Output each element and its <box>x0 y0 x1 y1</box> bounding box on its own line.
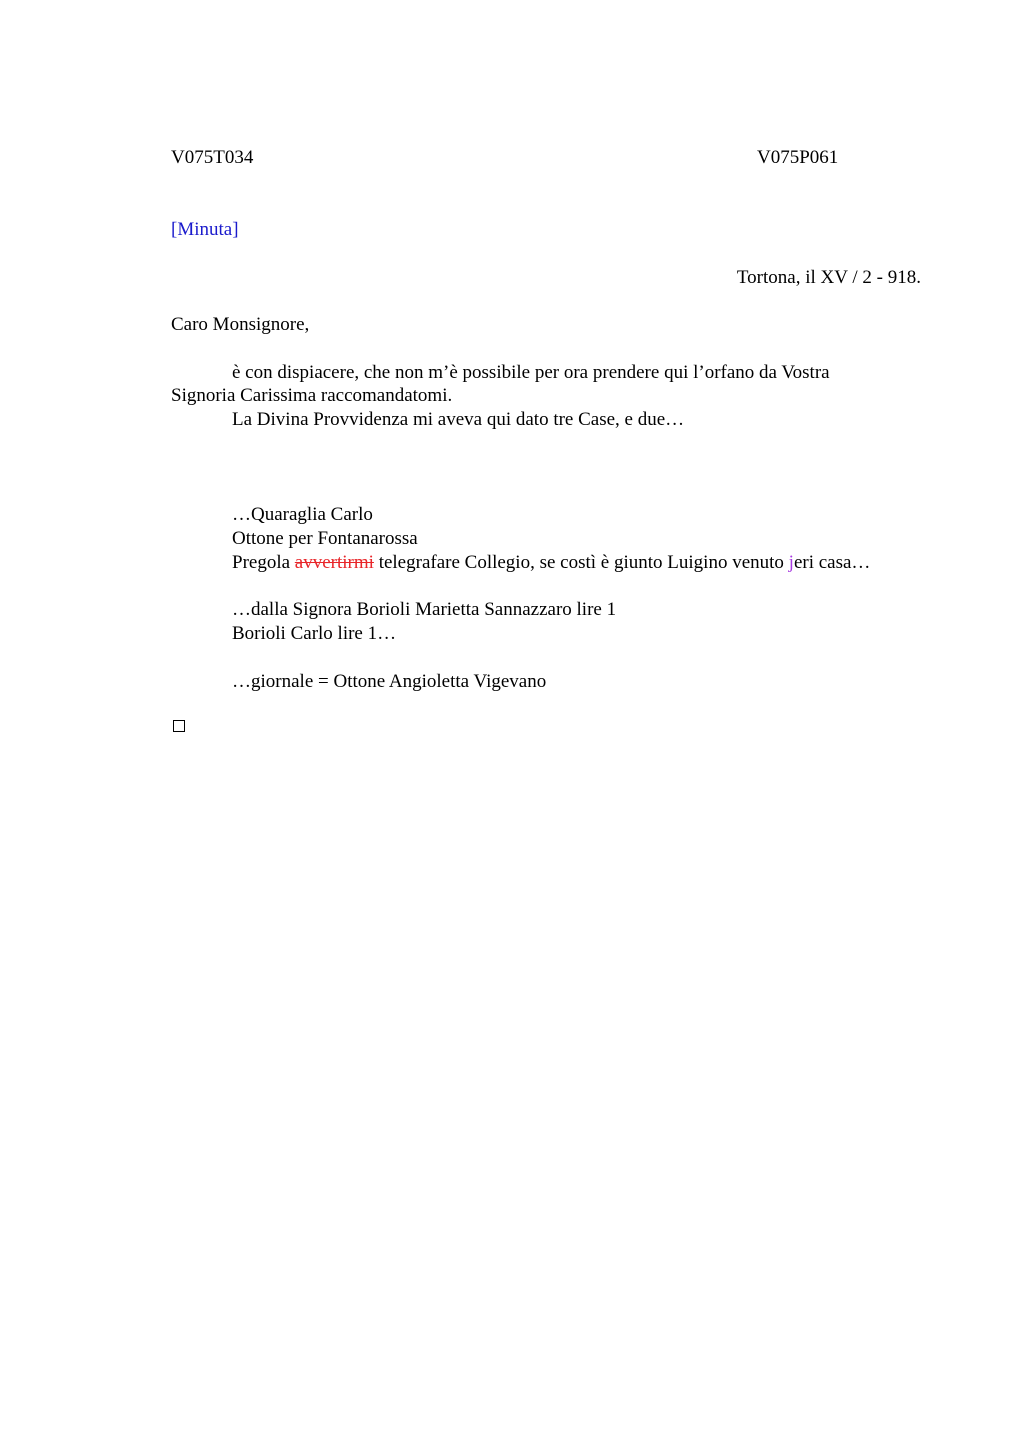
fragment-line-3-end: eri casa… <box>793 552 871 573</box>
minuta-label: [Minuta] <box>171 219 239 240</box>
fragment-line-1: …Quaraglia Carlo <box>232 504 373 525</box>
archive-code-left: V075T034 <box>171 147 254 168</box>
deleted-word: avvertirmi <box>294 552 374 573</box>
paragraph-1-line-1: è con dispiacere, che non m’è possibile per ora prendere qui l’orfano da Vostra <box>232 362 830 383</box>
fragment-line-3 <box>232 551 870 575</box>
checkbox-square <box>173 720 185 732</box>
dateline: Tortona, il XV / 2 - 918. <box>736 267 921 288</box>
inserted-letter: j <box>788 552 794 573</box>
fragment-line-3-middle: telegrafare Collegio, se costì è giunto Luigino venuto <box>373 552 789 573</box>
fragment-line-3-start: Pregola <box>232 552 295 573</box>
salutation: Caro Monsignore, <box>171 314 310 335</box>
paragraph-1-line-2: Signoria Carissima raccomandatomi. <box>171 385 453 406</box>
fragment-line-4: …dalla Signora Borioli Marietta Sannazzaro lire 1 <box>232 599 617 620</box>
fragment-line-2: Ottone per Fontanarossa <box>232 528 418 549</box>
archive-code-right: V075P061 <box>757 147 839 168</box>
fragment-line-6: …giornale = Ottone Angioletta Vigevano <box>232 671 547 692</box>
paragraph-2: La Divina Provvidenza mi aveva qui dato tre Case, e due… <box>232 409 685 430</box>
fragment-line-5: Borioli Carlo lire 1… <box>232 623 397 644</box>
